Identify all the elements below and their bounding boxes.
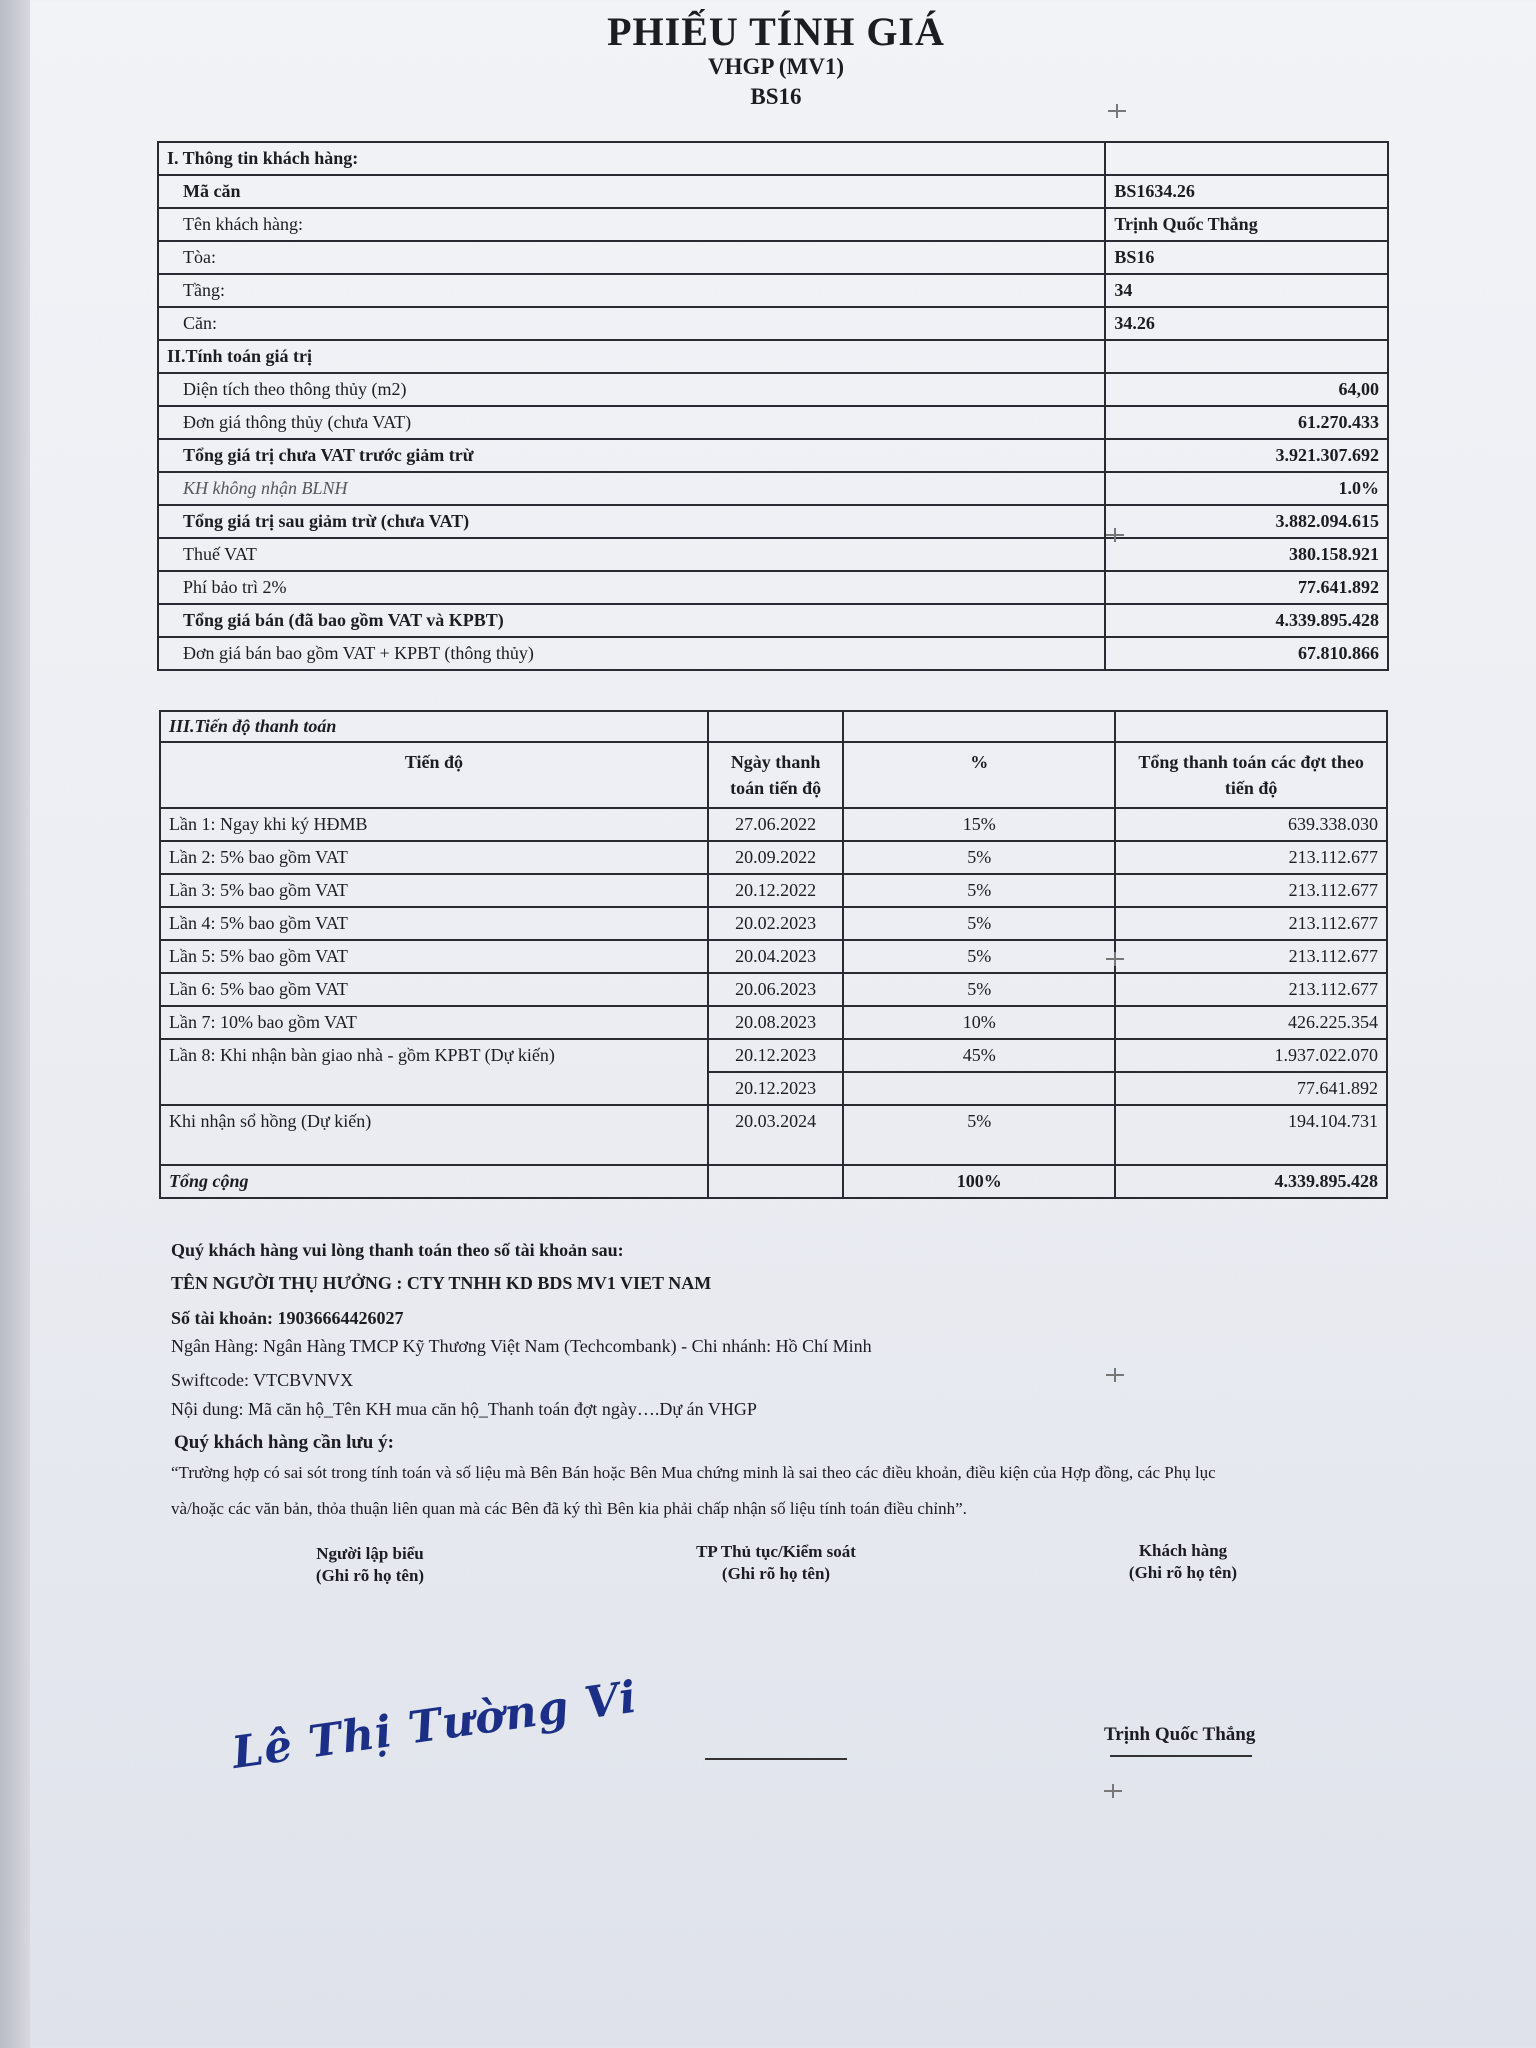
calc-value: 3.921.307.692: [1105, 439, 1388, 472]
amount-cell: 213.112.677: [1115, 841, 1387, 874]
binder-mark: [1104, 952, 1126, 966]
percent-cell: 5%: [843, 907, 1115, 940]
column-header-stage: Tiến độ: [160, 742, 708, 808]
stage-cell: Lần 5: 5% bao gồm VAT: [160, 940, 708, 973]
document-subtitle-tower: BS16: [750, 84, 802, 109]
percent-cell: 5%: [843, 1105, 1115, 1165]
amount-cell: 426.225.354: [1115, 1006, 1387, 1039]
date-cell: 20.12.2022: [708, 874, 843, 907]
binder-mark: [1104, 1368, 1126, 1382]
calc-row-vat: [158, 538, 1388, 571]
signature-block-controller: [656, 1541, 896, 1585]
total-percent: 100%: [843, 1165, 1115, 1198]
calc-row-total-sale-price: [158, 604, 1388, 637]
info-label: Tòa:: [158, 241, 1105, 274]
calc-value: 67.810.866: [1105, 637, 1388, 670]
preparer-title: Người lập biểu: [316, 1544, 424, 1563]
percent-cell: 45%: [843, 1039, 1115, 1072]
customer-name-signed: Trịnh Quốc Thắng: [1104, 1724, 1256, 1745]
preparer-handwritten-signature: Lê Thị Tường Vi: [228, 1671, 641, 1779]
customer-title: Khách hàng: [1138, 1541, 1228, 1560]
customer-price-table: [157, 141, 1389, 671]
stage-cell: Lần 6: 5% bao gồm VAT: [160, 973, 708, 1006]
stage-cell: Khi nhận sổ hồng (Dự kiến): [160, 1105, 708, 1165]
table-row: [160, 973, 1387, 1006]
info-row-unit: [158, 307, 1388, 340]
section-header-row: [160, 711, 1387, 742]
calc-label: Phí bảo trì 2%: [158, 571, 1105, 604]
info-value: BS16: [1105, 241, 1388, 274]
stage-cell: Lần 1: Ngay khi ký HĐMB: [160, 808, 708, 841]
info-value: 34: [1105, 274, 1388, 307]
info-label: Căn:: [158, 307, 1105, 340]
table-row: [160, 1105, 1387, 1165]
section-title-payment-schedule: III.Tiến độ thanh toán: [160, 711, 708, 742]
calc-row-discount: [158, 472, 1388, 505]
bank-swift-code: Swiftcode: VTCBVNVX: [171, 1370, 354, 1390]
controller-title: TP Thủ tục/Kiểm soát: [696, 1542, 856, 1561]
document-title: PHIẾU TÍNH GIÁ: [607, 9, 945, 54]
calc-label: Đơn giá bán bao gồm VAT + KPBT (thông thủy): [158, 637, 1105, 670]
date-cell: 20.09.2022: [708, 841, 843, 874]
preparer-subtitle: (Ghi rõ họ tên): [315, 1566, 425, 1585]
amount-cell: 213.112.677: [1115, 874, 1387, 907]
section-header-row: [158, 340, 1388, 373]
bank-beneficiary: TÊN NGƯỜI THỤ HƯỞNG : CTY TNHH KD BDS MV1 VIET NAM: [171, 1273, 712, 1293]
amount-cell: 1.937.022.070: [1115, 1039, 1387, 1072]
document-subtitle-project: VHGP (MV1): [707, 54, 845, 79]
total-date: [708, 1165, 843, 1198]
calc-row-maintenance-fee: [158, 571, 1388, 604]
info-row-unit-code: [158, 175, 1388, 208]
calc-label: Tổng giá trị sau giảm trừ (chưa VAT): [158, 505, 1105, 538]
calc-value: 64,00: [1105, 373, 1388, 406]
stage-cell: Lần 4: 5% bao gồm VAT: [160, 907, 708, 940]
calc-row-total-after-discount: [158, 505, 1388, 538]
calc-value: 61.270.433: [1105, 406, 1388, 439]
calc-label: Thuế VAT: [158, 538, 1105, 571]
info-row-floor: [158, 274, 1388, 307]
calc-label: Tổng giá trị chưa VAT trước giảm trừ: [158, 439, 1105, 472]
customer-name-underline: [1110, 1755, 1252, 1757]
table-row: [160, 940, 1387, 973]
binder-mark: [1102, 1784, 1124, 1798]
calc-row-unit-price: [158, 406, 1388, 439]
date-cell: 20.12.2023: [708, 1039, 843, 1072]
calc-row-total-before-discount: [158, 439, 1388, 472]
column-header-amount: Tổng thanh toán các đợt theo tiến độ: [1115, 742, 1387, 808]
table-row: [160, 907, 1387, 940]
date-cell: 20.03.2024: [708, 1105, 843, 1165]
percent-cell: 15%: [843, 808, 1115, 841]
note-line-2: và/hoặc các văn bản, thỏa thuận liên quan mà các Bên đã ký thì Bên kia phải chấp nhận số liệu tính toán điều chỉnh”.: [171, 1499, 967, 1518]
info-value: 34.26: [1105, 307, 1388, 340]
binder-mark: [1106, 104, 1128, 118]
total-label: Tổng cộng: [160, 1165, 708, 1198]
calc-row-sale-unit-price: [158, 637, 1388, 670]
percent-cell: 5%: [843, 940, 1115, 973]
calc-label: Đơn giá thông thủy (chưa VAT): [158, 406, 1105, 439]
amount-cell: 194.104.731: [1115, 1105, 1387, 1165]
info-value: BS1634.26: [1105, 175, 1388, 208]
percent-cell: 5%: [843, 973, 1115, 1006]
controller-signature-line: [705, 1758, 847, 1760]
info-label: Mã căn: [158, 175, 1105, 208]
calc-value: 4.339.895.428: [1105, 604, 1388, 637]
section-title-customer-info: I. Thông tin khách hàng:: [158, 142, 1105, 175]
amount-cell: 213.112.677: [1115, 907, 1387, 940]
date-cell: 27.06.2022: [708, 808, 843, 841]
section-header-row: [158, 142, 1388, 175]
info-value: Trịnh Quốc Thắng: [1105, 208, 1388, 241]
stage-cell: Lần 3: 5% bao gồm VAT: [160, 874, 708, 907]
signature-block-preparer: [270, 1543, 470, 1587]
percent-cell: 10%: [843, 1006, 1115, 1039]
percent-cell: [843, 1072, 1115, 1105]
table-row: [160, 841, 1387, 874]
date-cell: 20.08.2023: [708, 1006, 843, 1039]
table-row: [160, 1006, 1387, 1039]
bank-transfer-content: Nội dung: Mã căn hộ_Tên KH mua căn hộ_Thanh toán đợt ngày….Dự án VHGP: [171, 1399, 757, 1419]
percent-cell: 5%: [843, 841, 1115, 874]
bank-intro: Quý khách hàng vui lòng thanh toán theo số tài khoản sau:: [171, 1240, 624, 1260]
amount-cell: 77.641.892: [1115, 1072, 1387, 1105]
calc-label: Diện tích theo thông thủy (m2): [158, 373, 1105, 406]
note-line-1: “Trường hợp có sai sót trong tính toán và số liệu mà Bên Bán hoặc Bên Mua chứng minh là sai theo các điều khoản, điều kiện của Hợp đồng, các Phụ lục: [171, 1463, 1216, 1482]
section-title-price-calc: II.Tính toán giá trị: [158, 340, 1105, 373]
date-cell: 20.04.2023: [708, 940, 843, 973]
column-header-date: Ngày thanh toán tiến độ: [708, 742, 843, 808]
percent-cell: 5%: [843, 874, 1115, 907]
stage-cell: Lần 7: 10% bao gồm VAT: [160, 1006, 708, 1039]
info-label: Tầng:: [158, 274, 1105, 307]
total-amount: 4.339.895.428: [1115, 1165, 1387, 1198]
date-cell: 20.06.2023: [708, 973, 843, 1006]
paper-edge: [0, 0, 30, 2048]
amount-cell: 213.112.677: [1115, 973, 1387, 1006]
date-cell: 20.02.2023: [708, 907, 843, 940]
table-header-row: [160, 742, 1387, 808]
calc-label: KH không nhận BLNH: [158, 472, 1105, 505]
calc-row-area: [158, 373, 1388, 406]
bank-name: Ngân Hàng: Ngân Hàng TMCP Kỹ Thương Việt Nam (Techcombank) - Chi nhánh: Hồ Chí Minh: [171, 1336, 872, 1356]
calc-value: 1.0%: [1105, 472, 1388, 505]
table-row: [160, 874, 1387, 907]
total-row: [160, 1165, 1387, 1198]
stage-cell: Lần 2: 5% bao gồm VAT: [160, 841, 708, 874]
calc-value: 77.641.892: [1105, 571, 1388, 604]
note-title: Quý khách hàng cần lưu ý:: [174, 1432, 394, 1453]
column-header-percent: %: [843, 742, 1115, 808]
stage-cell: Lần 8: Khi nhận bàn giao nhà - gồm KPBT (Dự kiến): [160, 1039, 708, 1105]
table-row: [160, 1039, 1387, 1072]
signature-block-customer: [1083, 1540, 1283, 1584]
date-cell: 20.12.2023: [708, 1072, 843, 1105]
calc-value: 380.158.921: [1105, 538, 1388, 571]
info-row-tower: [158, 241, 1388, 274]
binder-mark: [1104, 528, 1126, 542]
bank-account-number: Số tài khoản: 19036664426027: [171, 1308, 404, 1328]
info-row-customer-name: [158, 208, 1388, 241]
customer-subtitle: (Ghi rõ họ tên): [1128, 1563, 1238, 1582]
calc-label: Tổng giá bán (đã bao gồm VAT và KPBT): [158, 604, 1105, 637]
controller-subtitle: (Ghi rõ họ tên): [721, 1564, 831, 1583]
table-row: [160, 808, 1387, 841]
info-label: Tên khách hàng:: [158, 208, 1105, 241]
payment-schedule-table: [159, 710, 1388, 1199]
calc-value: 3.882.094.615: [1105, 505, 1388, 538]
amount-cell: 639.338.030: [1115, 808, 1387, 841]
amount-cell: 213.112.677: [1115, 940, 1387, 973]
